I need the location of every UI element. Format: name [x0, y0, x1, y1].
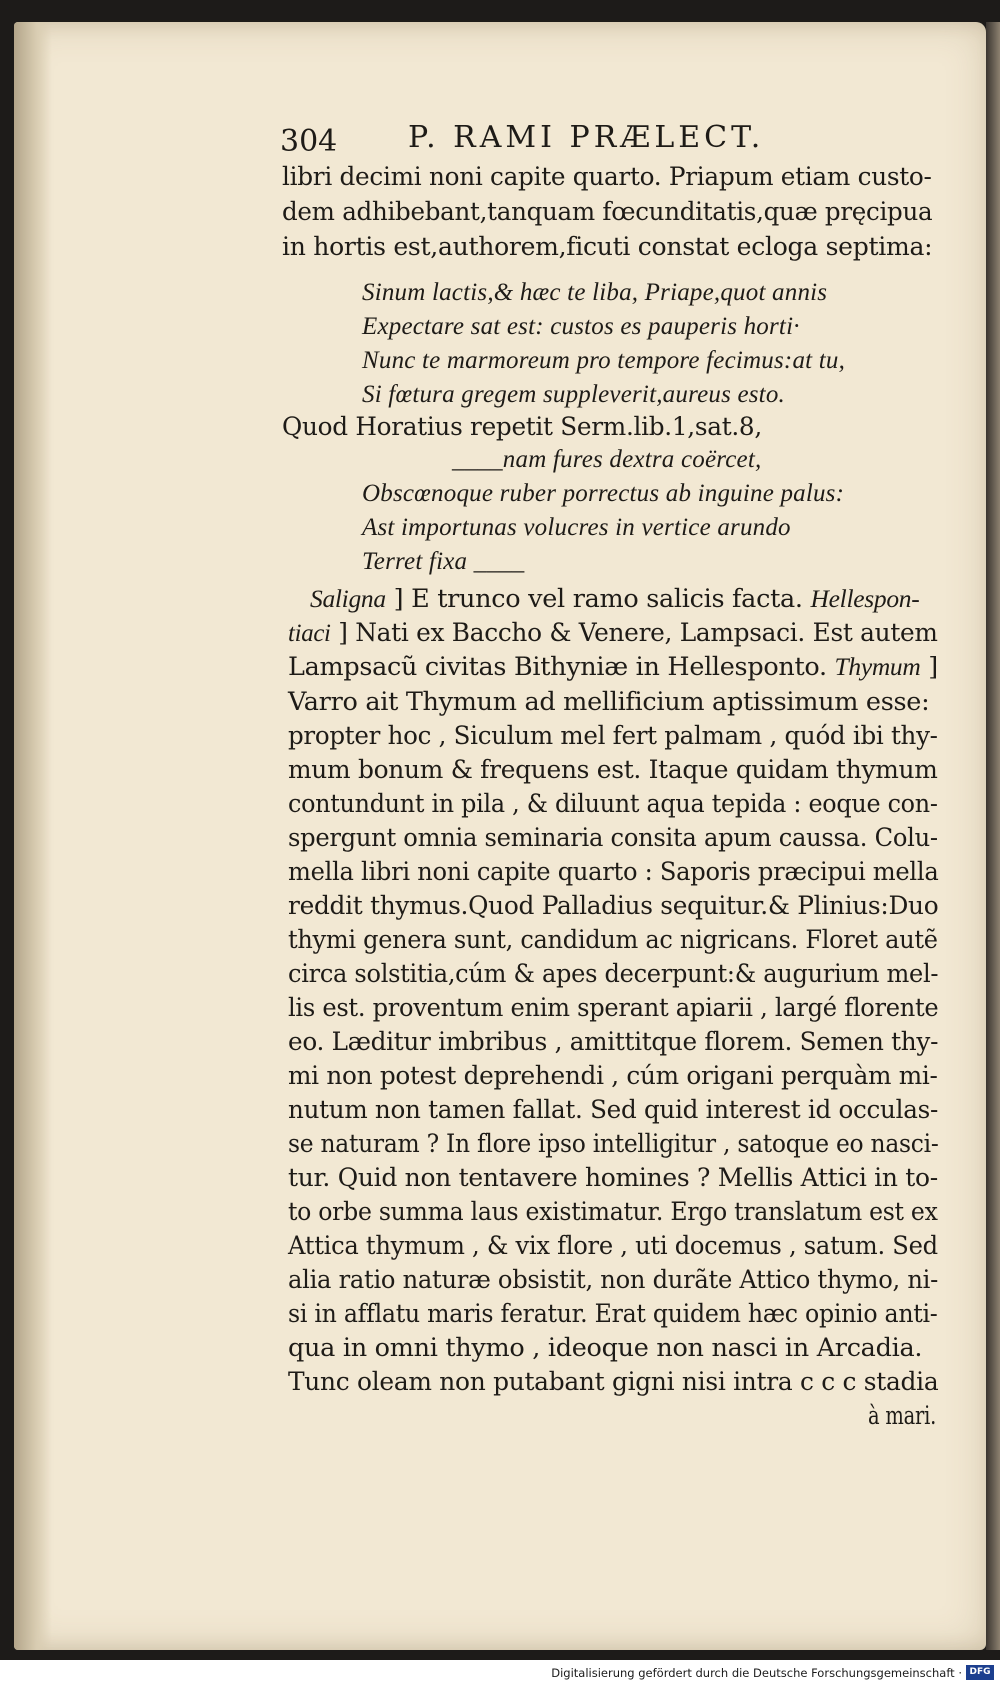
- lemma-italic: Hellespon-: [810, 584, 920, 613]
- verse-line: Terret fixa ____: [362, 548, 525, 575]
- text-line: se naturam ? In flore ipso intelligitur , satoque eo nasci-: [288, 1129, 939, 1159]
- text-line: lis est. proventum enim sperant apiarii , largé florente: [288, 993, 939, 1023]
- verse-line: Expectare sat est: custos es pauperis horti·: [362, 313, 800, 340]
- text-line: circa solstitia,cúm & apes decerpunt:& augurium mel-: [288, 959, 939, 989]
- text-line: spergunt omnia seminaria consita apum caussa. Colu-: [288, 823, 938, 853]
- page-edge-strip: [986, 22, 1000, 1650]
- text-segment: ] Nati ex Baccho & Venere, Lampsaci. Est autem: [330, 618, 938, 648]
- page-number: 304: [280, 124, 338, 159]
- verse-line: Obscœnoque ruber porrectus ab inguine palus:: [362, 480, 845, 507]
- text-line: alia ratio naturæ obsistit, non durãte Attico thymo, ni-: [288, 1265, 938, 1295]
- verse-line: Nunc te marmoreum pro tempore fecimus:at tu,: [362, 347, 846, 374]
- text-line: mella libri noni capite quarto : Saporis præcipui mella: [288, 857, 939, 887]
- lemma-italic: tiaci: [288, 618, 331, 647]
- text-segment: ]: [920, 652, 938, 682]
- footer-bar: [0, 1662, 1000, 1688]
- text-line: Attica thymum , & vix flore , uti docemus , satum. Sed: [288, 1231, 938, 1261]
- lemma-italic: Thymum: [834, 652, 921, 681]
- text-line: à mari.: [868, 1401, 937, 1431]
- text-line: qua in omni thymo , ideoque non nasci in Arcadia.: [288, 1333, 923, 1363]
- verse-line: ____nam fures dextra coërcet,: [452, 446, 762, 473]
- dfg-logo-icon: DFG: [966, 1665, 994, 1680]
- text-line: tur. Quid non tentavere homines ? Mellis Attici in to-: [288, 1163, 938, 1193]
- text-line: [288, 652, 938, 682]
- text-line: si in afflatu maris feratur. Erat quidem hæc opinio anti-: [288, 1299, 938, 1329]
- text-line: [310, 584, 919, 614]
- text-line: in hortis est,authorem,ficuti constat ecloga septima:: [282, 232, 933, 262]
- text-segment: ] E trunco vel ramo salicis facta.: [385, 584, 811, 614]
- text-line: nutum non tamen fallat. Sed quid interest id occulas-: [288, 1095, 938, 1125]
- text-line: dem adhibebant,tanquam fœcunditatis,quæ pręcipua: [282, 197, 933, 227]
- verse-line: Sinum lactis,& hæc te liba, Priape,quot annis: [362, 279, 828, 306]
- text-line: libri decimi noni capite quarto. Priapum etiam custo-: [282, 162, 932, 192]
- text-line: Tunc oleam non putabant gigni nisi intra c c c stadia: [288, 1367, 939, 1397]
- text-line: contundunt in pila , & diluunt aqua tepida : eoque con-: [288, 789, 938, 819]
- text-line: reddit thymus.Quod Palladius sequitur.& Plinius:Duo: [288, 891, 939, 921]
- verse-line: Ast importunas volucres in vertice arundo: [362, 514, 791, 541]
- page-binding-shadow: [14, 22, 52, 1650]
- text-line: Quod Horatius repetit Serm.lib.1,sat.8,: [282, 412, 762, 442]
- verse-line: Si fœtura gregem suppleverit,aureus esto.: [362, 381, 785, 408]
- text-line: thymi genera sunt, candidum ac nigricans. Floret autẽ: [288, 925, 938, 955]
- running-title: P. RAMI PRÆLECT.: [408, 120, 765, 155]
- text-line: [288, 618, 938, 648]
- text-line: mum bonum & frequens est. Itaque quidam thymum: [288, 755, 938, 785]
- text-line: Varro ait Thymum ad mellificium aptissimum esse:: [288, 687, 930, 717]
- funding-credit: Digitalisierung gefördert durch die Deutsche Forschungsgemeinschaft ·: [551, 1666, 962, 1680]
- text-segment: Lampsacũ civitas Bithyniæ in Hellesponto.: [288, 652, 835, 682]
- text-line: propter hoc , Siculum mel fert palmam , quód ibi thy-: [288, 721, 938, 751]
- text-line: mi non potest deprehendi , cúm origani perquàm mi-: [288, 1061, 938, 1091]
- text-line: to orbe summa laus existimatur. Ergo translatum est ex: [288, 1197, 938, 1227]
- text-line: eo. Læditur imbribus , amittitque florem. Semen thy-: [288, 1027, 939, 1057]
- lemma-italic: Saligna: [310, 584, 386, 613]
